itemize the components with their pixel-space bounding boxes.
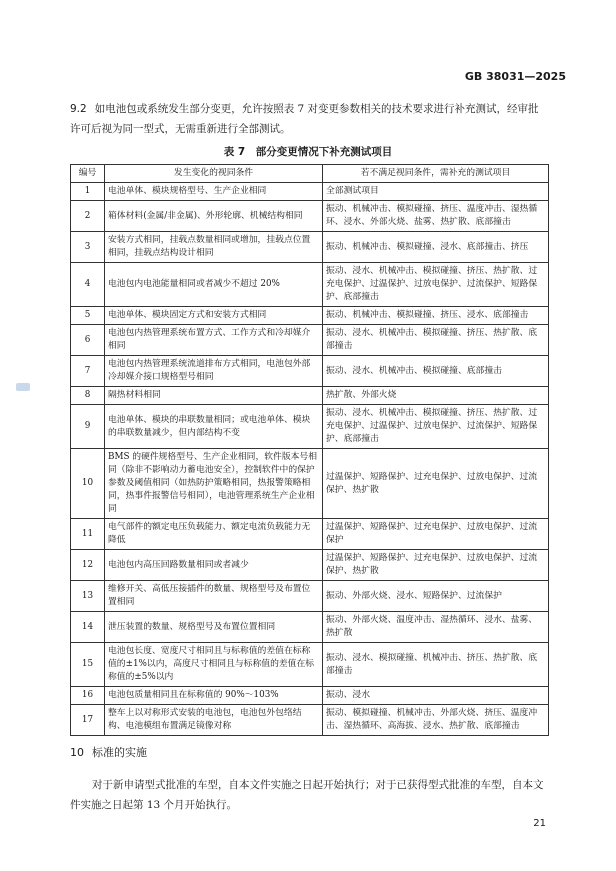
row-condition: 电气部件的额定电压负载能力、额定电流负载能力无降低 <box>105 519 323 550</box>
row-tests: 振动、浸水 <box>323 687 549 705</box>
row-number: 8 <box>71 387 105 405</box>
header-tests: 若不满足视同条件，需补充的测试项目 <box>323 165 549 183</box>
row-condition: 电池单体、模块的串联数量相同；或电池单体、模块的串联数量减少，但内部结构不变 <box>105 405 323 449</box>
row-condition: 隔热材料相同 <box>105 387 323 405</box>
row-number: 16 <box>71 687 105 705</box>
row-tests: 振动、浸水、机械冲击、模拟碰撞、挤压、热扩散、底部撞击 <box>323 325 549 356</box>
table-title: 表 7 部分变更情况下补充测试项目 <box>223 146 393 158</box>
table-row <box>71 405 549 449</box>
table-row <box>71 519 549 550</box>
row-condition: 电池包质量相同且在标称值的 90%～103% <box>105 687 323 705</box>
row-condition: 电池包内热管理系统布置方式、工作方式和冷却媒介相同 <box>105 325 323 356</box>
table-row <box>71 449 549 519</box>
row-tests: 振动、机械冲击、模拟碰撞、挤压、浸水、底部撞击 <box>323 307 549 325</box>
clause-text: 如电池包或系统发生部分变更，允许按照表 7 对变更参数相关的技术要求进行补充测试，经审批许可后视为同一型式，无需重新进行全部测试。 <box>70 103 539 135</box>
row-tests: 振动、浸水、机械冲击、模拟碰撞、底部撞击 <box>323 356 549 387</box>
row-number: 6 <box>71 325 105 356</box>
row-condition: 电池包内高压回路数量相同或者减少 <box>105 550 323 581</box>
row-condition: 电池包内电池能量相同或者减少不超过 20% <box>105 263 323 307</box>
table-row <box>71 705 549 736</box>
section-title: 标准的实施 <box>92 746 147 759</box>
row-tests: 振动、外部火烧、浸水、短路保护、过流保护 <box>323 581 549 612</box>
row-condition: 箱体材料(金属/非金属)、外形轮廓、机械结构相同 <box>105 201 323 232</box>
row-number: 11 <box>71 519 105 550</box>
row-condition: 维修开关、高低压接插件的数量、规格型号及布置位置相同 <box>105 581 323 612</box>
row-tests: 过温保护、短路保护、过充电保护、过放电保护、过流保护 <box>323 519 549 550</box>
change-test-table <box>70 164 549 736</box>
section-number: 10 <box>70 746 84 759</box>
row-tests: 全部测试项目 <box>323 183 549 201</box>
section-10-text: 对于新申请型式批准的车型，自本文件实施之日起开始执行；对于已获得型式批准的车型，自本文件实施之日起第 13 个月开始执行。 <box>70 779 544 811</box>
margin-marker <box>16 383 30 391</box>
row-condition: 整车上以对称形式安装的电池包，电池包外包络结构、电池模组布置满足镜像对称 <box>105 705 323 736</box>
row-condition: 泄压装置的数量、规格型号及布置位置相同 <box>105 612 323 643</box>
row-condition: BMS 的硬件规格型号、生产企业相同，软件版本号相同（除非不影响动力蓄电池安全），控制软件中的保护参数及阈值相同（如热防护策略相同，热报警策略相同，热事件报警信号相同），电池管理系统生产企业相同 <box>105 449 323 519</box>
table-row <box>71 232 549 263</box>
row-tests: 振动、模拟碰撞、机械冲击、外部火烧、挤压、温度冲击、湿热循环、高海拔、浸水、热扩散、底部撞击 <box>323 705 549 736</box>
header-condition: 发生变化的视同条件 <box>105 165 323 183</box>
table-row <box>71 263 549 307</box>
row-tests: 振动、浸水、机械冲击、模拟碰撞、挤压、热扩散、过充电保护、过温保护、过放电保护、过流保护、短路保护、底部撞击 <box>323 263 549 307</box>
table-row <box>71 201 549 232</box>
table-row <box>71 687 549 705</box>
row-number: 2 <box>71 201 105 232</box>
row-condition: 安装方式相同，挂载点数量相同或增加，挂载点位置相同，挂载点结构设计相同 <box>105 232 323 263</box>
row-condition: 电池单体、模块固定方式和安装方式相同 <box>105 307 323 325</box>
clause-number: 9.2 <box>70 103 87 115</box>
row-number: 14 <box>71 612 105 643</box>
row-tests: 振动、浸水、模拟碰撞、机械冲击、挤压、热扩散、底部撞击 <box>323 643 549 687</box>
table-row <box>71 550 549 581</box>
table-row <box>71 387 549 405</box>
row-number: 4 <box>71 263 105 307</box>
table-row <box>71 325 549 356</box>
header-no: 编号 <box>71 165 105 183</box>
row-tests: 振动、机械冲击、模拟碰撞、挤压、温度冲击、湿热循环、浸水、外部火烧、盐雾、热扩散、底部撞击 <box>323 201 549 232</box>
table-header-row <box>71 165 549 183</box>
table-row <box>71 612 549 643</box>
row-number: 13 <box>71 581 105 612</box>
row-number: 9 <box>71 405 105 449</box>
table-row <box>71 356 549 387</box>
row-number: 1 <box>71 183 105 201</box>
row-number: 15 <box>71 643 105 687</box>
row-number: 17 <box>71 705 105 736</box>
row-tests: 热扩散、外部火烧 <box>323 387 549 405</box>
row-condition: 电池包长度、宽度尺寸相同且与标称值的差值在标称值的±1%以内，高度尺寸相同且与标称值的差值在标称值的±5%以内 <box>105 643 323 687</box>
row-number: 10 <box>71 449 105 519</box>
row-condition: 电池单体、模块规格型号、生产企业相同 <box>105 183 323 201</box>
table-row <box>71 183 549 201</box>
row-condition: 电池包内热管理系统流道排布方式相同，电池包外部冷却媒介接口规格型号相同 <box>105 356 323 387</box>
table-row <box>71 643 549 687</box>
table-row <box>71 307 549 325</box>
row-tests: 过温保护、短路保护、过充电保护、过放电保护、过流保护、热扩散 <box>323 449 549 519</box>
row-tests: 振动、外部火烧、温度冲击、湿热循环、浸水、盐雾、热扩散 <box>323 612 549 643</box>
page-number: 21 <box>533 818 546 829</box>
row-tests: 过温保护、短路保护、过充电保护、过放电保护、过流保护、热扩散 <box>323 550 549 581</box>
table-row <box>71 581 549 612</box>
section-10-heading <box>70 744 147 760</box>
row-number: 12 <box>71 550 105 581</box>
clause-9-2 <box>70 99 548 139</box>
standard-number: GB 38031—2025 <box>464 70 566 83</box>
row-number: 7 <box>71 356 105 387</box>
row-tests: 振动、机械冲击、模拟碰撞、浸水、底部撞击、挤压 <box>323 232 549 263</box>
row-number: 5 <box>71 307 105 325</box>
row-tests: 振动、浸水、机械冲击、模拟碰撞、挤压、热扩散、过充电保护、过温保护、过放电保护、过流保护、短路保护、底部撞击 <box>323 405 549 449</box>
row-number: 3 <box>71 232 105 263</box>
